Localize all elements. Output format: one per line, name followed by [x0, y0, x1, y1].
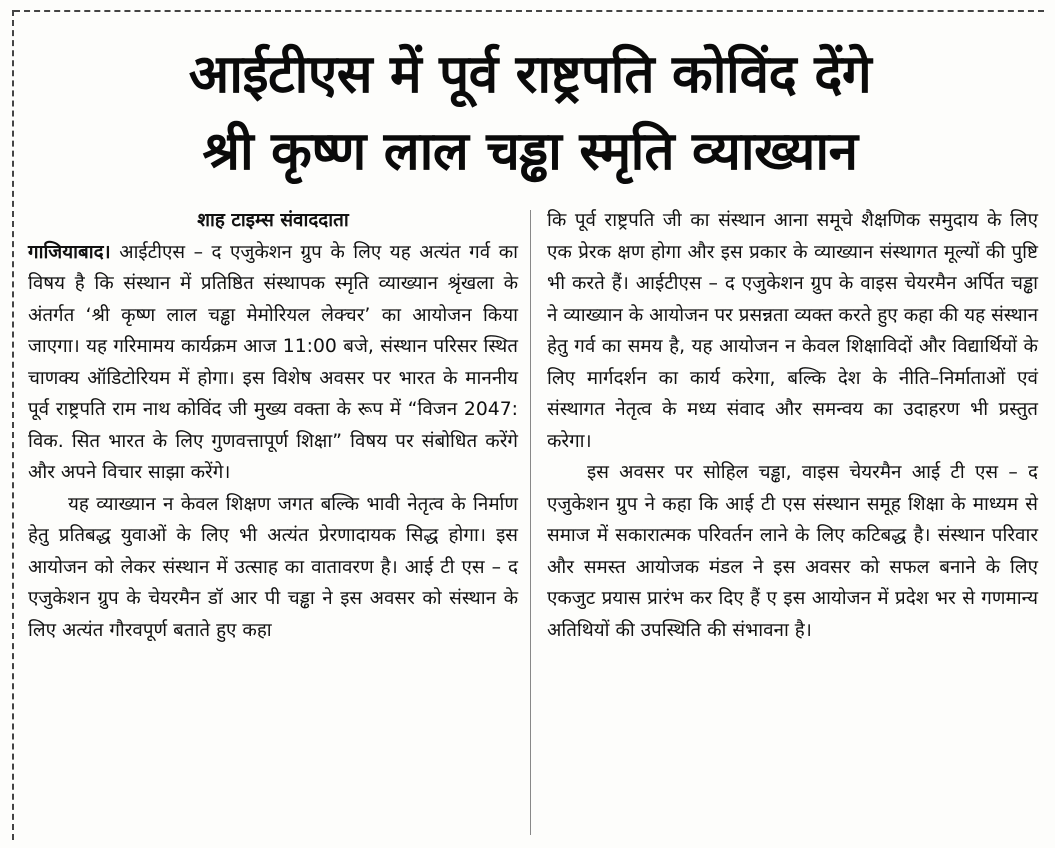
headline-line-1: आईटीएस में पूर्व राष्ट्रपति कोविंद देंगे: [188, 44, 872, 105]
clipping-border-top: [14, 10, 1044, 12]
dateline: गाजियाबाद।: [28, 241, 111, 263]
paragraph-2: यह व्याख्यान न केवल शिक्षण जगत बल्कि भावी नेतृत्व के निर्माण हेतु प्रतिबद्ध युवाओं के लिए भी अत्यंत प्रेरणादायक सिद्ध होगा। इस आयोजन को लेकर संस्थान में उत्साह का वातावरण है। आई टी एस – द एजुकेशन ग्रुप के चेयरमैन डॉ आर पी चड्ढा ने इस अवसर को संस्थान के लिए अत्यंत गौरवपूर्ण बताते हुए कहा: [28, 493, 518, 641]
article-column-right: [547, 205, 1038, 646]
byline: शाह टाइम्स संवाददाता: [197, 210, 349, 231]
headline: [20, 36, 1040, 190]
clipping-border-left: [12, 10, 14, 840]
article-column-left: [28, 205, 518, 646]
column-divider: [530, 210, 531, 835]
paragraph-1: [28, 237, 518, 489]
paragraph-3: कि पूर्व राष्ट्रपति जी का संस्थान आना समूचे शैक्षणिक समुदाय के लिए एक प्रेरक क्षण होगा और इस प्रकार के व्याख्यान संस्थागत मूल्यों की पुष्टि भी करते हैं। आईटीएस – द एजुकेशन ग्रुप के वाइस चेयरमैन अर्पित चड्ढा ने व्याख्यान के आयोजन पर प्रसन्नता व्यक्त करते हुए कहा की यह संस्थान हेतु गर्व का समय है, यह आयोजन न केवल शिक्षाविदों और विद्यार्थियों के लिए मार्गदर्शन का कार्य करेगा, बल्कि देश के नीति–निर्माताओं एवं संस्थागत नेतृत्व के मध्य संवाद और समन्वय का उदाहरण भी प्रस्तुत करेगा।: [547, 210, 1038, 452]
paragraph-4: इस अवसर पर सोहिल चड्ढा, वाइस चेयरमैन आई टी एस – द एजुकेशन ग्रुप ने कहा कि आई टी एस संस्थान समूह शिक्षा के माध्यम से समाज में सकारात्मक परिवर्तन लाने के लिए कटिबद्ध है। संस्थान परिवार और समस्त आयोजक मंडल ने इस अवसर को सफल बनाने के लिए एकजुट प्रयास प्रारंभ कर दिए हैं ए इस आयोजन में प्रदेश भर से गणमान्य अतिथियों की उपस्थिति की संभावना है।: [547, 462, 1038, 641]
paragraph-1-text: आईटीएस – द एजुकेशन ग्रुप के लिए यह अत्यंत गर्व का विषय है कि संस्थान में प्रतिष्ठित संस्थापक स्मृति व्याख्यान श्रृंखला के अंतर्गत ‘श्री कृष्ण लाल चड्ढा मेमोरियल लेक्चर’ का आयोजन किया जाएगा। यह गरिमामय कार्यक्रम आज 11:00 बजे, संस्थान परिसर स्थित चाणक्य ऑडिटोरियम में होगा। इस विशेष अवसर पर भारत के माननीय पूर्व राष्ट्रपति राम नाथ कोविंद जी मुख्य वक्ता के रूप में “विजन 2047: विक. सित भारत के लिए गुणवत्तापूर्ण शिक्षा” विषय पर संबोधित करेंगे और अपने विचार साझा करेंगे।: [28, 241, 518, 483]
headline-line-2: श्री कृष्ण लाल चड्ढा स्मृति व्याख्यान: [202, 121, 858, 182]
